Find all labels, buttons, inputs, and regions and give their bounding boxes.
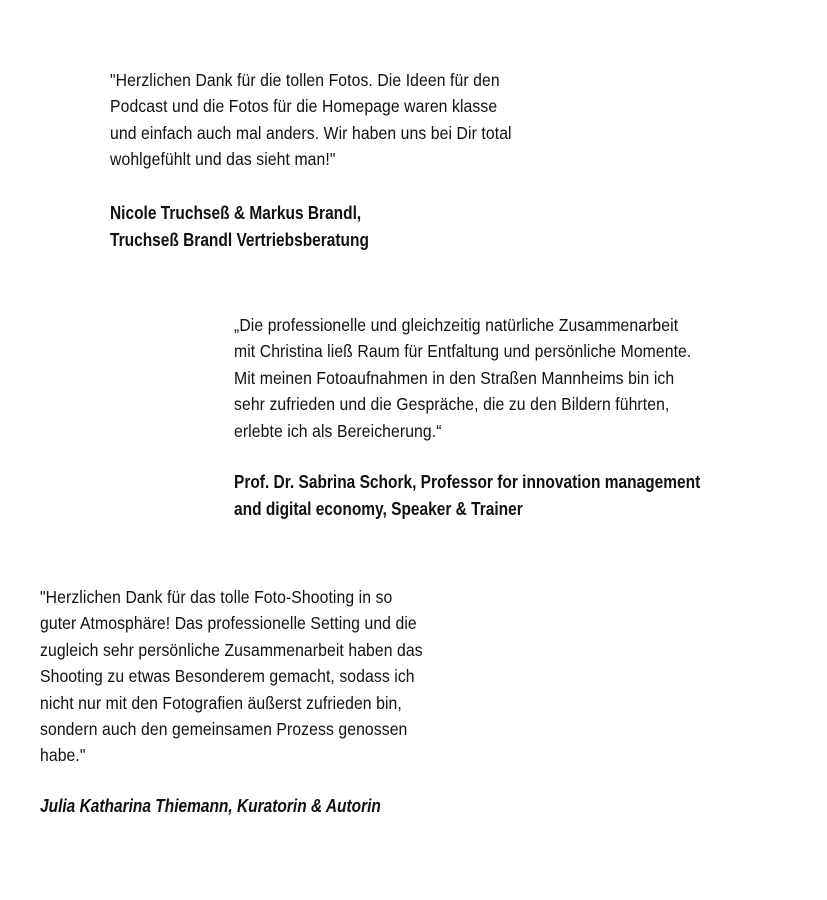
- quote-line: wohlgefühlt und das sieht man!": [110, 149, 336, 170]
- testimonial-thiemann: [40, 584, 465, 816]
- quote-line: zugleich sehr persönliche Zusammenarbeit haben das: [40, 639, 423, 660]
- quote-line: Mit meinen Fotoaufnahmen in den Straßen Mannheims bin ich: [234, 367, 675, 388]
- testimonial-schork: [234, 312, 742, 519]
- testimonial-quote: [234, 312, 691, 444]
- testimonial-author: [110, 200, 369, 254]
- testimonial-truchsess-brandl: [110, 67, 556, 250]
- quote-line: guter Atmosphäre! Das professionelle Setting und die: [40, 613, 417, 634]
- quote-line: Shooting zu etwas Besonderem gemacht, sodass ich: [40, 666, 415, 687]
- testimonial-quote: [40, 584, 423, 769]
- testimonial-author: [234, 469, 700, 523]
- quote-line: „Die professionelle und gleichzeitig natürliche Zusammenarbeit: [234, 315, 679, 335]
- quote-line: Podcast und die Fotos für die Homepage waren klasse: [110, 96, 498, 117]
- author-line: Julia Katharina Thiemann, Kuratorin & Autorin: [40, 796, 381, 816]
- quote-line: und einfach auch mal anders. Wir haben uns bei Dir total: [110, 122, 512, 143]
- quote-line: "Herzlichen Dank für das tolle Foto-Shooting in so: [40, 587, 393, 607]
- quote-line: nicht nur mit den Fotografien äußerst zufrieden bin,: [40, 692, 402, 713]
- quote-line: sondern auch den gemeinsamen Prozess genossen: [40, 719, 408, 740]
- author-line: and digital economy, Speaker & Trainer: [234, 499, 523, 519]
- quote-line: "Herzlichen Dank für die tollen Fotos. Die Ideen für den: [110, 70, 500, 90]
- quote-line: erlebte ich als Bereicherung.“: [234, 420, 442, 441]
- quote-line: mit Christina ließ Raum für Entfaltung und persönliche Momente.: [234, 341, 692, 362]
- author-line: Truchseß Brandl Vertriebsberatung: [110, 230, 369, 250]
- author-line: Nicole Truchseß & Markus Brandl,: [110, 203, 362, 223]
- author-line: Prof. Dr. Sabrina Schork, Professor for innovation management: [234, 472, 701, 492]
- testimonial-author: [40, 793, 381, 820]
- quote-line: habe.": [40, 745, 86, 766]
- testimonial-quote: [110, 67, 512, 173]
- quote-line: sehr zufrieden und die Gespräche, die zu den Bildern führten,: [234, 394, 670, 415]
